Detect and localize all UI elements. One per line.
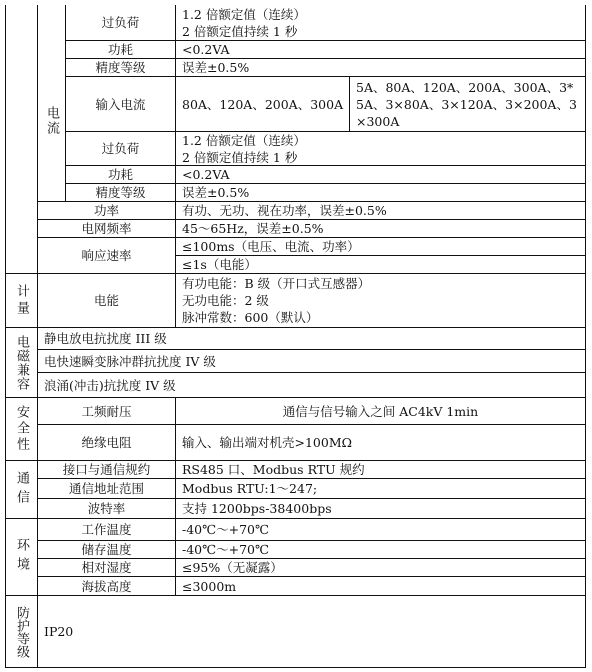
address-label: 通信地址范围 (68, 481, 144, 496)
accuracy-1-value: 误差±0.5% (182, 60, 250, 75)
energy-value (176, 274, 585, 327)
accuracy-2-label: 精度等级 (95, 185, 146, 200)
operating-temp-value: -40℃～+70℃ (182, 522, 269, 537)
accuracy-1-label: 精度等级 (95, 60, 146, 75)
overload-1-label: 过负荷 (101, 15, 140, 30)
input-current-value-b-text: 5A、80A、120A、200A、300A、3*5A、3×80A、3×120A、3×200A、3×300A (356, 79, 577, 129)
altitude-value: ≤3000m (182, 578, 237, 594)
communication-section-label (6, 461, 37, 518)
address-value: Modbus RTU:1～247; (182, 481, 318, 496)
metering-section-label (6, 274, 37, 327)
storage-temp-value: -40℃～+70℃ (182, 542, 269, 557)
power-consumption-1-label: 功耗 (107, 42, 133, 57)
insulation-label: 绝缘电阻 (81, 435, 132, 450)
current-section-text: 电流 (44, 105, 59, 136)
power-consumption-2-value: <0.2VA (182, 167, 230, 182)
energy-label: 电能 (93, 293, 119, 308)
humidity-value: ≤95%（无凝露） (182, 560, 283, 575)
overload-2-line1: 1.2 倍额定值（连续） (182, 132, 306, 148)
communication-section-text: 通信 (14, 470, 29, 509)
response-speed-line1: ≤100ms（电压、电流、功率） (182, 239, 360, 254)
interface-label: 接口与通信规约 (62, 462, 151, 477)
power-label: 功率 (93, 203, 119, 218)
baud-value: 支持 1200bps-38400bps (182, 501, 332, 516)
insulation-value: 输入、输出端对机壳>100MΩ (182, 435, 352, 450)
accuracy-2-value: 误差±0.5% (182, 185, 250, 200)
overload-1-line1: 1.2 倍额定值（连续） (182, 6, 306, 22)
input-current-label: 输入电流 (95, 96, 146, 112)
energy-line3: 脉冲常数：600（默认） (182, 310, 319, 325)
input-current-value-a: 80A、120A、200A、300A (182, 96, 344, 112)
overload-1-line2: 2 倍额定值持续 1 秒 (182, 23, 298, 39)
energy-line2: 无功电能：2 级 (182, 293, 269, 308)
safety-section-label (6, 398, 37, 460)
energy-line1: 有功电能：B 级（开口式互感器） (182, 276, 371, 291)
overload-2-line2: 2 倍额定值持续 1 秒 (182, 149, 298, 165)
overload-2-label: 过负荷 (101, 141, 140, 156)
protection-section-label (6, 596, 37, 667)
emc-item-1: 静电放电抗扰度 III 级 (44, 331, 167, 346)
emc-item-3: 浪涌(冲击)抗扰度 IV 级 (44, 377, 176, 393)
emc-section-text: 电磁兼容 (14, 334, 29, 391)
power-consumption-1-value: <0.2VA (182, 42, 230, 57)
response-speed-label: 响应速率 (81, 248, 132, 263)
power-consumption-2-label: 功耗 (107, 167, 133, 182)
protection-value: IP20 (44, 624, 74, 639)
emc-item-2: 电快速瞬变脉冲群抗扰度 IV 级 (44, 353, 216, 369)
withstand-label: 工频耐压 (81, 403, 132, 419)
interface-value: RS485 口、Modbus RTU 规约 (182, 462, 365, 477)
emc-section-label (6, 328, 37, 397)
operating-temp-label: 工作温度 (81, 522, 132, 537)
overload-2-value (176, 132, 585, 165)
current-section-label (38, 76, 65, 165)
response-speed-line2: ≤1s（电能） (182, 257, 257, 272)
withstand-value: 通信与信号输入之间 AC4kV 1min (282, 403, 479, 419)
overload-1-value (176, 5, 585, 40)
safety-section-text: 安全性 (14, 405, 29, 453)
altitude-label: 海拔高度 (81, 578, 132, 594)
storage-temp-label: 储存温度 (81, 542, 132, 557)
input-current-value-b (350, 77, 585, 131)
power-value: 有功、无功、视在功率，误差±0.5% (182, 203, 387, 218)
baud-label: 波特率 (87, 501, 126, 516)
metering-section-text: 计量 (14, 283, 29, 318)
environment-section-label (6, 519, 37, 595)
environment-section-text: 环境 (14, 538, 29, 576)
grid-frequency-label: 电网频率 (81, 221, 132, 236)
grid-frequency-value: 45～65Hz，误差±0.5% (182, 221, 324, 236)
humidity-label: 相对湿度 (81, 560, 132, 575)
protection-section-text: 防护等级 (14, 605, 29, 658)
